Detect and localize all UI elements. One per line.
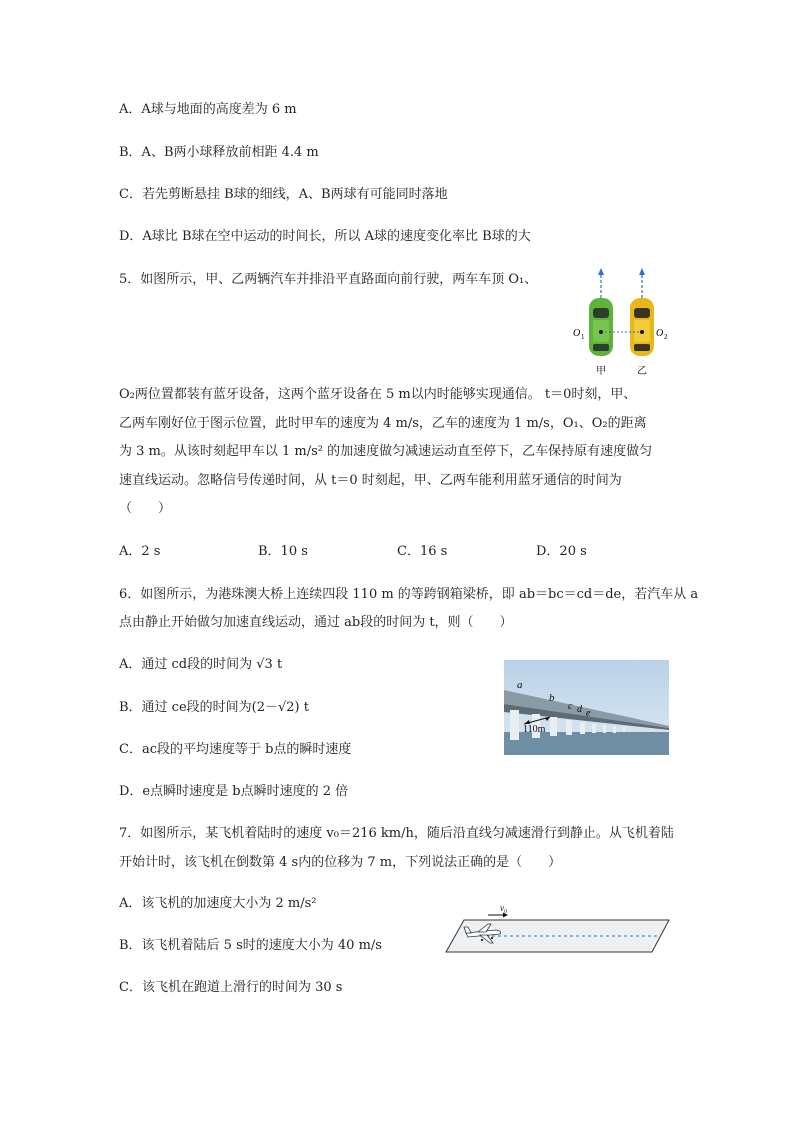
q5-option-a: A．2 s <box>119 544 161 559</box>
q5-cars-figure <box>568 268 678 388</box>
q4-option-b: B．A、B两小球释放前相距 4.4 m <box>119 145 319 160</box>
q5-option-d: D．20 s <box>536 544 587 559</box>
q5-stem-line2: O₂两位置都装有蓝牙设备，这两个蓝牙设备在 5 m以内时能够实现通信。 t＝0时刻，甲、 <box>119 387 637 402</box>
q5-stem-line1: 5．如图所示，甲、乙两辆汽车并排沿平直路面向前行驶，两车车顶 O₁、 <box>119 272 538 287</box>
q6-stem-line1: 6．如图所示，为港珠澳大桥上连续四段 110 m 的等跨钢箱梁桥，即 ab＝bc＝cd＝de，若汽车从 a <box>119 587 699 602</box>
point-c-label: c <box>568 701 573 712</box>
q5-stem-line3: 乙两车刚好位于图示位置，此时甲车的速度为 4 m/s，乙车的速度为 1 m/s，O₁、O₂的距离 <box>119 416 647 431</box>
q6-bridge-svg <box>504 660 669 755</box>
point-e-label: e <box>586 708 591 719</box>
o1-point <box>599 330 603 334</box>
v0-label: v₀ <box>500 903 508 913</box>
q5-cars-svg <box>568 268 678 388</box>
q6-stem-line2: 点由静止开始做匀加速直线运动，通过 ab段的时间为 t，则（ ） <box>119 615 513 630</box>
q5-stem-line5: 速直线运动。忽略信号传递时间，从 t＝0 时刻起，甲、乙两车能利用蓝牙通信的时间为 <box>119 473 622 488</box>
q7-option-c: C．该飞机在跑道上滑行的时间为 30 s <box>119 980 343 995</box>
pier-5 <box>580 722 585 734</box>
q7-runway-svg <box>444 902 674 954</box>
q4-option-d: D．A球比 B球在空中运动的时间长，所以 A球的速度变化率比 B球的大 <box>119 229 531 244</box>
q7-runway-figure <box>444 902 674 954</box>
q6-option-b: B．通过 ce段的时间为(2－√2) t <box>119 700 309 715</box>
o2-point <box>640 330 644 334</box>
pier-4 <box>566 720 572 735</box>
car-yi-label: 乙 <box>637 366 647 377</box>
velocity-arrow-head <box>503 913 508 918</box>
q4-option-a: A．A球与地面的高度差为 6 m <box>119 102 297 117</box>
o2-subscript: 2 <box>664 333 668 341</box>
o2-label: O <box>656 328 664 339</box>
car-jia-windshield <box>593 308 609 318</box>
o1-subscript: 1 <box>581 333 585 341</box>
car-jia-label: 甲 <box>596 366 606 377</box>
point-a-label: a <box>517 679 523 691</box>
q5-option-b: B．10 s <box>258 544 308 559</box>
q6-option-c: C．ac段的平均速度等于 b点的瞬时速度 <box>119 742 352 757</box>
q7-option-a: A．该飞机的加速度大小为 2 m/s² <box>119 896 317 911</box>
pier-7 <box>603 725 606 733</box>
q5-stem-line4: 为 3 m。从该时刻起甲车以 1 m/s² 的加速度做匀减速运动直至停下，乙车保持原有速度做匀 <box>119 444 653 459</box>
pier-9 <box>623 727 625 732</box>
pier-1 <box>510 710 519 740</box>
point-d-label: d <box>577 704 582 715</box>
pier-3 <box>550 717 557 736</box>
q7-stem-line1: 7．如图所示，某飞机着陆时的速度 v₀＝216 km/h，随后沿直线匀减速滑行到静止。从飞机着陆 <box>119 826 674 841</box>
jia-arrow-head <box>598 268 604 275</box>
pier-6 <box>592 724 596 733</box>
yi-arrow-head <box>639 268 645 275</box>
span-length-label: 110m <box>523 724 546 735</box>
sea <box>504 732 669 755</box>
car-yi-rear-window <box>634 344 650 351</box>
q5-stem-line6: （ ） <box>119 501 172 516</box>
q4-option-c: C．若先剪断悬挂 B球的细线，A、B两球有可能同时落地 <box>119 187 448 202</box>
q7-option-b: B．该飞机着陆后 5 s时的速度大小为 40 m/s <box>119 938 382 953</box>
car-yi-windshield <box>634 308 650 318</box>
point-b-label: b <box>549 692 555 704</box>
q6-bridge-photo <box>504 660 669 755</box>
o1-label: O <box>573 328 581 339</box>
q7-stem-line2: 开始计时，该飞机在倒数第 4 s内的位移为 7 m，下列说法正确的是（ ） <box>119 855 562 870</box>
q6-option-d: D．e点瞬时速度是 b点瞬时速度的 2 倍 <box>119 784 349 799</box>
q5-option-c: C．16 s <box>397 544 448 559</box>
q6-option-a: A．通过 cd段的时间为 √3 t <box>119 657 283 672</box>
car-jia-rear-window <box>593 344 609 351</box>
pier-8 <box>613 726 616 733</box>
